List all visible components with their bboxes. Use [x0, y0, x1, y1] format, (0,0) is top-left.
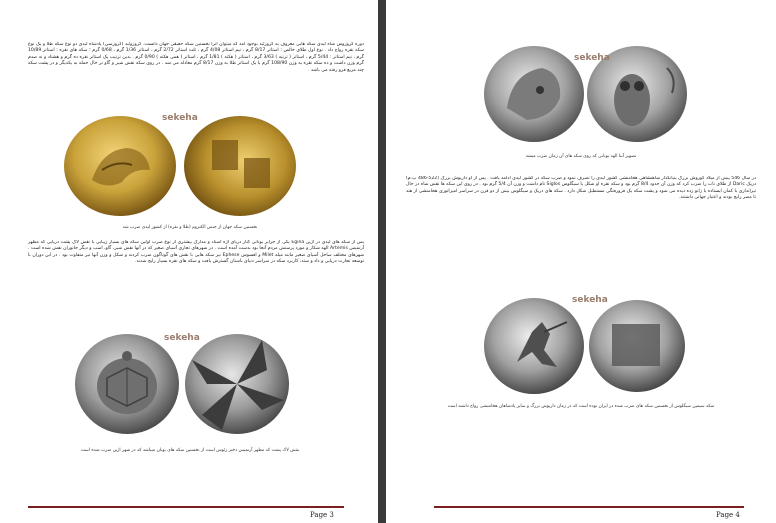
aegina-turtle-coin-image: [72, 330, 292, 438]
turtle-coin-caption: نقش لاک پشت که مظهر آرتمیس دختر زئوس است از نخستین سکه های یونان میباشد که در شهر اژین ضرب شده است: [80, 448, 300, 453]
watermark-text: sekeha: [162, 113, 198, 123]
siglos-coin-image: [482, 292, 692, 396]
footer-rule: [28, 506, 344, 508]
footer-rule: [434, 506, 744, 508]
siglos-coin-caption: سکه سیمین سیگلوس از نخستین سکه های ضرب شده در ایران بوده است که در زمان داریوش بزرگ و سایر پادشاهان هخامنشی رواج داشته است: [447, 404, 715, 409]
lydian-electrum-coin-image: [62, 110, 302, 222]
watermark-text: sekeha: [572, 295, 608, 305]
watermark-text: sekeha: [574, 53, 610, 63]
aegina-paragraph: پس از سکه های لیدی در آژین Egina یکی از جزایر یونانی کنار دریای اژه اسناد و مدارک بیشتری از نوع ضرب اولین سکه های بسیار زیبایی با نقش لاک پشت دریایی که مظهر آرتمیس Artemis الهه شکار و مورد پرستش مردم آنجا بود بدست آمده است . در شهرهای تجاری آسیای صغیر که در آنها نقش شیر، گاو، اسب و دیگر جانوران نقش شده است . شهرهای مختلف ساحل آسیای صغیر مانند میله Milet و افسوس Ephese نیز سکه هایی با نقش های گوناگون ضرب کردند و شکل و وزن آنها نیز متفاوت بود . در این دوران با توسعه تجارت دریایی و داد و ستد، کاربرد سکه در سراسر دنیای باستان گسترش یافت و سکه های نقره بسیار رایج شدند.: [28, 240, 364, 265]
lydian-coin-caption: نخستین سکه جهان از جنس الکتروم (طلا و نقره) از کشور لیدی ضرب شد: [122, 225, 258, 230]
achaemenid-paragraph: در سال 546 پیش از میلاد کوروش بزرگ بنیانگذار شاهنشاهی هخامنشی کشور لیدی را تصرف نمود و ضرب سکه در کشور لیدی ادامه یافت . پس از او داریوش بزرگ (522-486 پ.م) دریک Daric از طلای ناب را ضرب کرد که وزن آن حدود 8/4 گرم بود و سکه نقره او شکل یا سیگلوس Siglos نام داشت و وزن آن 5/4 گرم بود . در روی این سکه ها نقش شاه در حال تیراندازی با کمان ایستاده یا زانو زده دیده می شود و پشت سکه یک فرورفتگی مستطیل شکل دارد . سکه های دریک و سیگلوس بیش از دو قرن در سراسر امپراتوری هخامنشی از هند تا مصر رایج بودند و اعتبار جهانی داشتند.: [406, 176, 756, 201]
left-page: [0, 0, 378, 523]
intro-paragraph: دوره کروزوس شاه لیدی سکه هایی معروف به کروزئید بوجود آمد که میتوان آنرا نخستین سکه حقیقی جهان دانست. کروزوئید (کروزسی) پادشاه لیدی دو نوع سکه طلا و یک نوع سکه نقره رواج داد . نوع اول طلای خالص : استاتر 8/17 گرم ، نیم استاتر 4/08 گرم ، ثلث استاتر 2/72 گرم ، استاتر 1/36 گرم ، 0/68 گرم ؛ سکه های نقره : استاتر 10/89 گرم ، نیم استاتر : 5/44 گرم ، استاتر ( ترتیه ) 3/63 گرم ، استاتر ( هکته ) 1/81 گرم ، استاتر ( همی هکته ) 0/90 گرم . بدین ترتیب یک استاتر نقره ده گرم و هشتاد و نه صدم گرم وزن داشت و ده سکه نقره به وزن 108/90 گرم با یک استاتر طلا به وزن 8/17 گرم معادله می شد . در روی سکه نقش شیر و گاو نر حال حمله به یکدیگر و در پشت سکه چند مربع فرو رفته می باشد .: [28, 42, 364, 73]
page-number: Page 3: [310, 511, 334, 519]
athena-owl-coin-image: [482, 38, 692, 146]
athena-coin-caption: تصویر آتنا الهه یونانی که روی سکه های آن زمان ضرب میشد: [525, 154, 637, 159]
page-number: Page 4: [716, 511, 740, 519]
watermark-text: sekeha: [164, 333, 200, 343]
right-page: [386, 0, 776, 523]
book-gutter: [378, 0, 386, 523]
